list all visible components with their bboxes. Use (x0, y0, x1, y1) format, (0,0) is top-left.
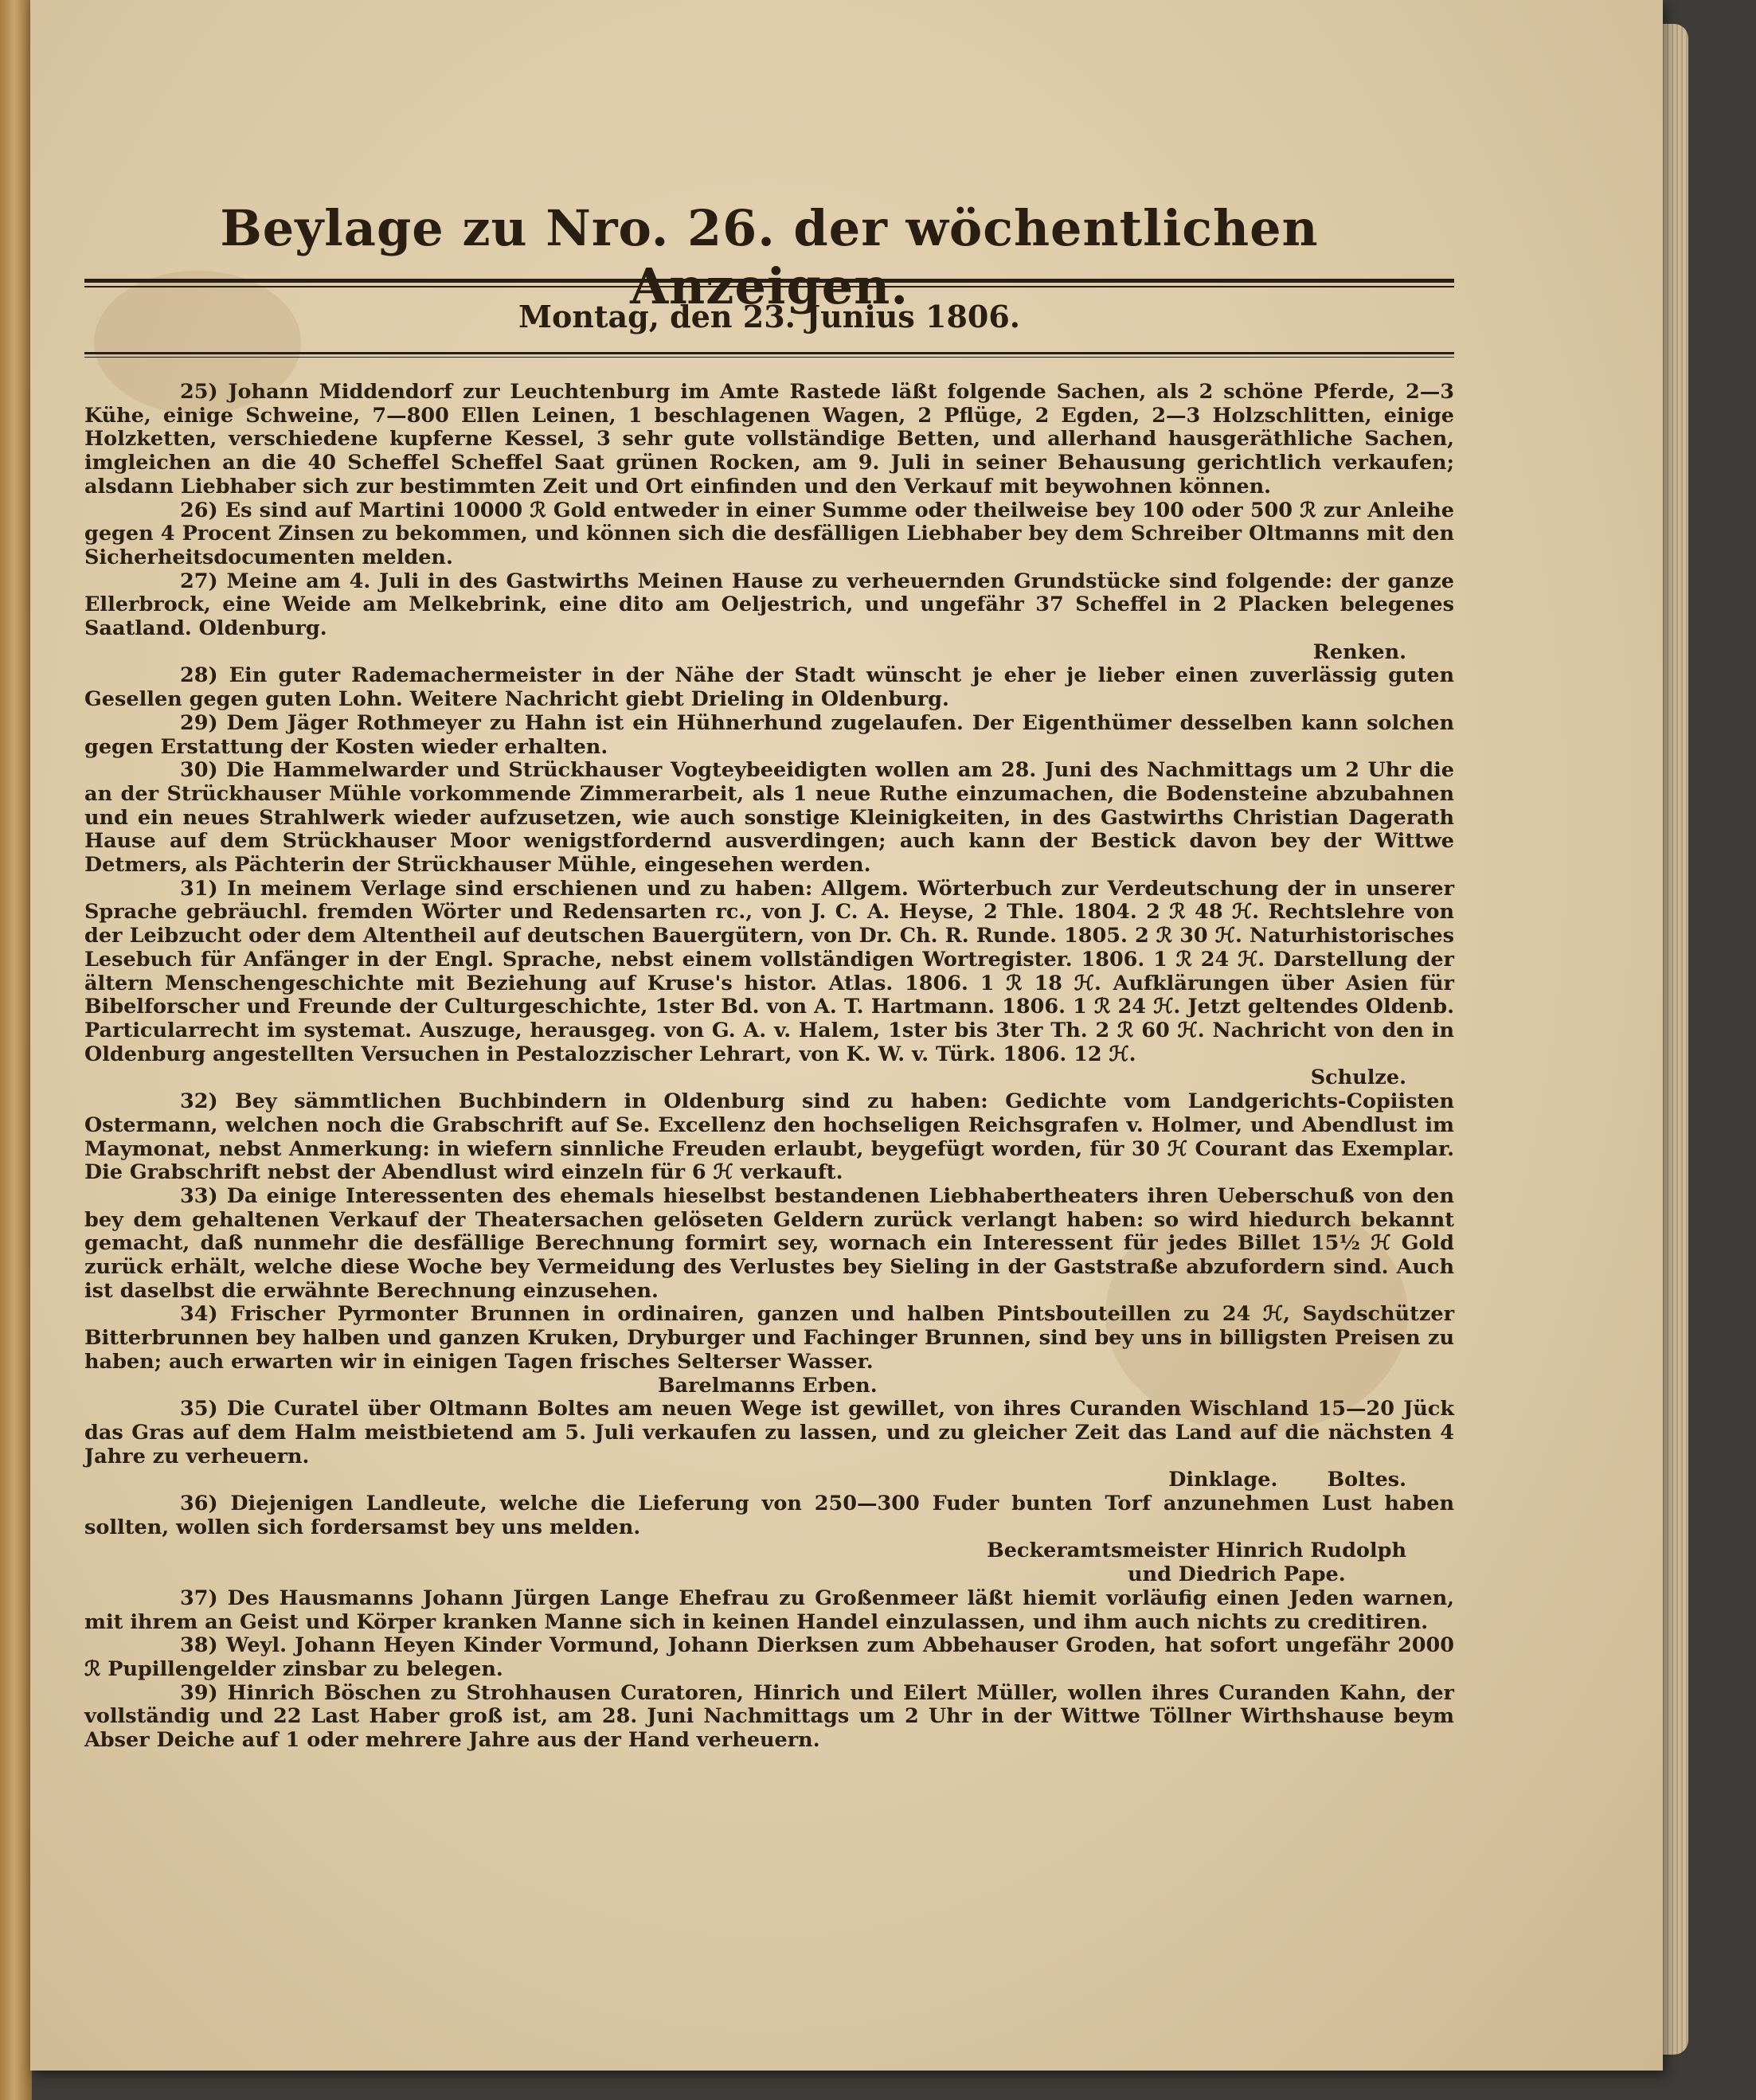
title-rule-top (84, 279, 1454, 283)
advertisement-34: 34) Frischer Pyrmonter Brunnen in ordinairen, ganzen und halben Pintsbouteillen zu 24 ℋ, Saydschützer Bitterbrunnen bey halben und ganzen Kruken, Dryburger und Fachinger Brunnen, sind bey uns in billigsten Preisen zu haben; auch erwarten wir in einigen Tagen frisches Selterser Wasser. (84, 1302, 1454, 1374)
signature-27: Renken. (1312, 639, 1406, 664)
signature-36-line2: und Diedrich Pape. (1128, 1562, 1346, 1587)
advertisement-29: 29) Dem Jäger Rothmeyer zu Hahn ist ein Hühnerhund zugelaufen. Der Eigenthümer desselben kann solchen gegen Erstattung der Kosten wieder erhalten. (84, 710, 1454, 759)
advertisement-25: 25) Johann Middendorf zur Leuchtenburg im Amte Rastede läßt folgende Sachen, als 2 schöne Pferde, 2—3 Kühe, einige Schweine, 7—800 Ellen Leinen, 1 beschlagenen Wagen, 2 Pflüge, 2 Egden, 2—3 Holzschlitten, einige Holzketten, verschiedene kupferne Kessel, 3 sehr gute vollständige Betten, und allerhand hausgeräthliche Sachen, imgleichen an die 40 Scheffel Scheffel Saat grünen Rocken, am 9. Juli in seiner Behausung gerichtlich verkaufen; alsdann Liebhaber sich zur bestimmten Zeit und Ort einfinden und den Verkauf mit beywohnen können. (84, 380, 1454, 499)
title-rule-thin (84, 286, 1454, 287)
advertisement-35: 35) Die Curatel über Oltmann Boltes am neuen Wege ist gewillet, von ihres Curanden Wischland 15—20 Jück das Gras auf dem Halm meistbietend am 5. Juli verkaufen zu lassen, und zu gleicher Zeit das Land auf die nächsten 4 Jahre zu verheuern. (84, 1397, 1454, 1468)
advertisement-33: 33) Da einige Interessenten des ehemals hieselbst bestandenen Liebhabertheaters ihren Ueberschuß von den bey dem gehaltenen Verkauf der Theatersachen gelöseten Geldern zurück verlangt haben: so wird hiedurch bekannt gemacht, daß nunmehr die desfällige Berechnung formirt sey, wornach ein Interessent für jedes Billet 15½ ℋ Gold zurück erhält, welche diese Woche bey Vermeidung des Verlustes bey Sieling in der Gaststraße abzufordern sind. Auch ist daselbst die erwähnte Berechnung einzusehen. (84, 1183, 1454, 1303)
date-rule-top (84, 352, 1454, 354)
advertisement-31: 31) In meinem Verlage sind erschienen und zu haben: Allgem. Wörterbuch zur Verdeutschung der in unserer Sprache gebräuchl. fremden Wörter und Redensarten rc., von J. C. A. Heyse, 2 Thle. 1804. 2 ℛ 48 ℋ. Rechtslehre von der Leibzucht oder dem Altentheil auf deutschen Bauergütern, von Dr. Ch. R. Runde. 1805. 2 ℛ 30 ℋ. Naturhistorisches Lesebuch für Anfänger in der Engl. Sprache, nebst einem vollständigen Wortregister. 1806. 1 ℛ 24 ℋ. Darstellung der ältern Menschengeschichte mit Beziehung auf Kruse's histor. Atlas. 1806. 1 ℛ 18 ℋ. Aufklärungen über Asien für Bibelforscher und Freunde der Culturgeschichte, 1ster Bd. von A. T. Hartmann. 1806. 1 ℛ 24 ℋ. Jetzt geltendes Oldenb. Particularrecht im systemat. Auszuge, herausgeg. von G. A. v. Halem, 1ster bis 3ter Th. 2 ℛ 60 ℋ. Nachricht von den in Oldenburg angestellten Versuchen in Pestalozzischer Lehrart, von K. W. v. Türk. 1806. 12 ℋ. (84, 876, 1454, 1066)
signature-34: Barelmanns Erben. (658, 1373, 878, 1398)
signature-35: Dinklage. Boltes. (1168, 1468, 1406, 1492)
advertisement-36: 36) Diejenigen Landleute, welche die Lieferung von 250—300 Fuder bunten Torf anzunehmen Lust haben sollten, wollen sich fordersamst bey uns melden. (84, 1492, 1454, 1539)
issue-date: Montag, den 23. Junius 1806. (518, 299, 1021, 334)
date-rule-thin (84, 357, 1454, 358)
signature-31: Schulze. (1310, 1066, 1406, 1090)
advertisement-37: 37) Des Hausmanns Johann Jürgen Lange Ehefrau zu Großenmeer läßt hiemit vorläufig einen Jeden warnen, mit ihrem an Geist und Körper kranken Manne sich in keinen Handel einzulassen, und ihm auch nichts zu creditiren. (84, 1586, 1454, 1634)
book-spine (0, 0, 32, 2100)
advertisement-28: 28) Ein guter Rademachermeister in der Nähe der Stadt wünscht je eher je lieber einen zuverlässig guten Gesellen gegen guten Lohn. Weitere Nachricht giebt Drieling in Oldenburg. (84, 663, 1454, 712)
signature-36: Beckeramtsmeister Hinrich Rudolph (987, 1539, 1406, 1563)
page-title: Beylage zu Nro. 26. der wöchentlichen (220, 199, 1319, 257)
advertisement-39: 39) Hinrich Böschen zu Strohhausen Curatoren, Hinrich und Eilert Müller, wollen ihres Curanden Kahn, der vollständig und 22 Last Haber groß ist, am 28. Juni Nachmittags um 2 Uhr in der Wittwe Töllner Wirthshause beym Abser Deiche auf 1 oder mehrere Jahre aus der Hand verheuern. (84, 1680, 1454, 1753)
advertisement-32: 32) Bey sämmtlichen Buchbindern in Oldenburg sind zu haben: Gedichte vom Landgerichts-Copiisten Ostermann, welchen noch die Grabschrift auf Se. Excellenz den hochseligen Reichsgrafen v. Holmer, und Abendlust im Maymonat, nebst Anmerkung: in wiefern sinnliche Freuden erlaubt, beygefügt worden, für 30 ℋ Courant das Exemplar. Die Grabschrift nebst der Abendlust wird einzeln für 6 ℋ verkauft. (84, 1089, 1454, 1185)
advertisement-38: 38) Weyl. Johann Heyen Kinder Vormund, Johann Dierksen zum Abbehauser Groden, hat sofort ungefähr 2000 ℛ Pupillengelder zinsbar zu belegen. (84, 1633, 1454, 1681)
advertisement-27: 27) Meine am 4. Juli in des Gastwirths Meinen Hause zu verheuernden Grundstücke sind folgende: der ganze Ellerbrock, eine Weide am Melkebrink, eine dito am Oeljestrich, und ungefähr 37 Scheffel in 2 Placken belegenes Saatland. Oldenburg. (84, 569, 1454, 641)
advertisement-26: 26) Es sind auf Martini 10000 ℛ Gold entweder in einer Summe oder theilweise bey 100 oder 500 ℛ zur Anleihe gegen 4 Procent Zinsen zu bekommen, und können sich die desfälligen Liebhaber bey dem Schreiber Oltmanns mit den Sicherheitsdocumenten melden. (84, 498, 1454, 569)
advertisement-list (84, 381, 1454, 1753)
newspaper-page (30, 0, 1663, 2071)
advertisement-30: 30) Die Hammelwarder und Strückhauser Vogteybeeidigten wollen am 28. Juni des Nachmittags um 2 Uhr die an der Strückhauser Mühle vorkommende Zimmerarbeit, als 1 neue Ruthe einzumachen, die Bodensteine abzubahnen und ein neues Strahlwerk wieder aufzusetzen, wie auch sonstige Kleinigkeiten, in des Gastwirths Christian Dagerath Hause auf dem Strückhauser Moor wenigstfordernd ausverdingen; auch kann der Bestick davon bey der Wittwe Detmers, als Pächterin der Strückhauser Mühle, eingesehen werden. (84, 758, 1454, 878)
